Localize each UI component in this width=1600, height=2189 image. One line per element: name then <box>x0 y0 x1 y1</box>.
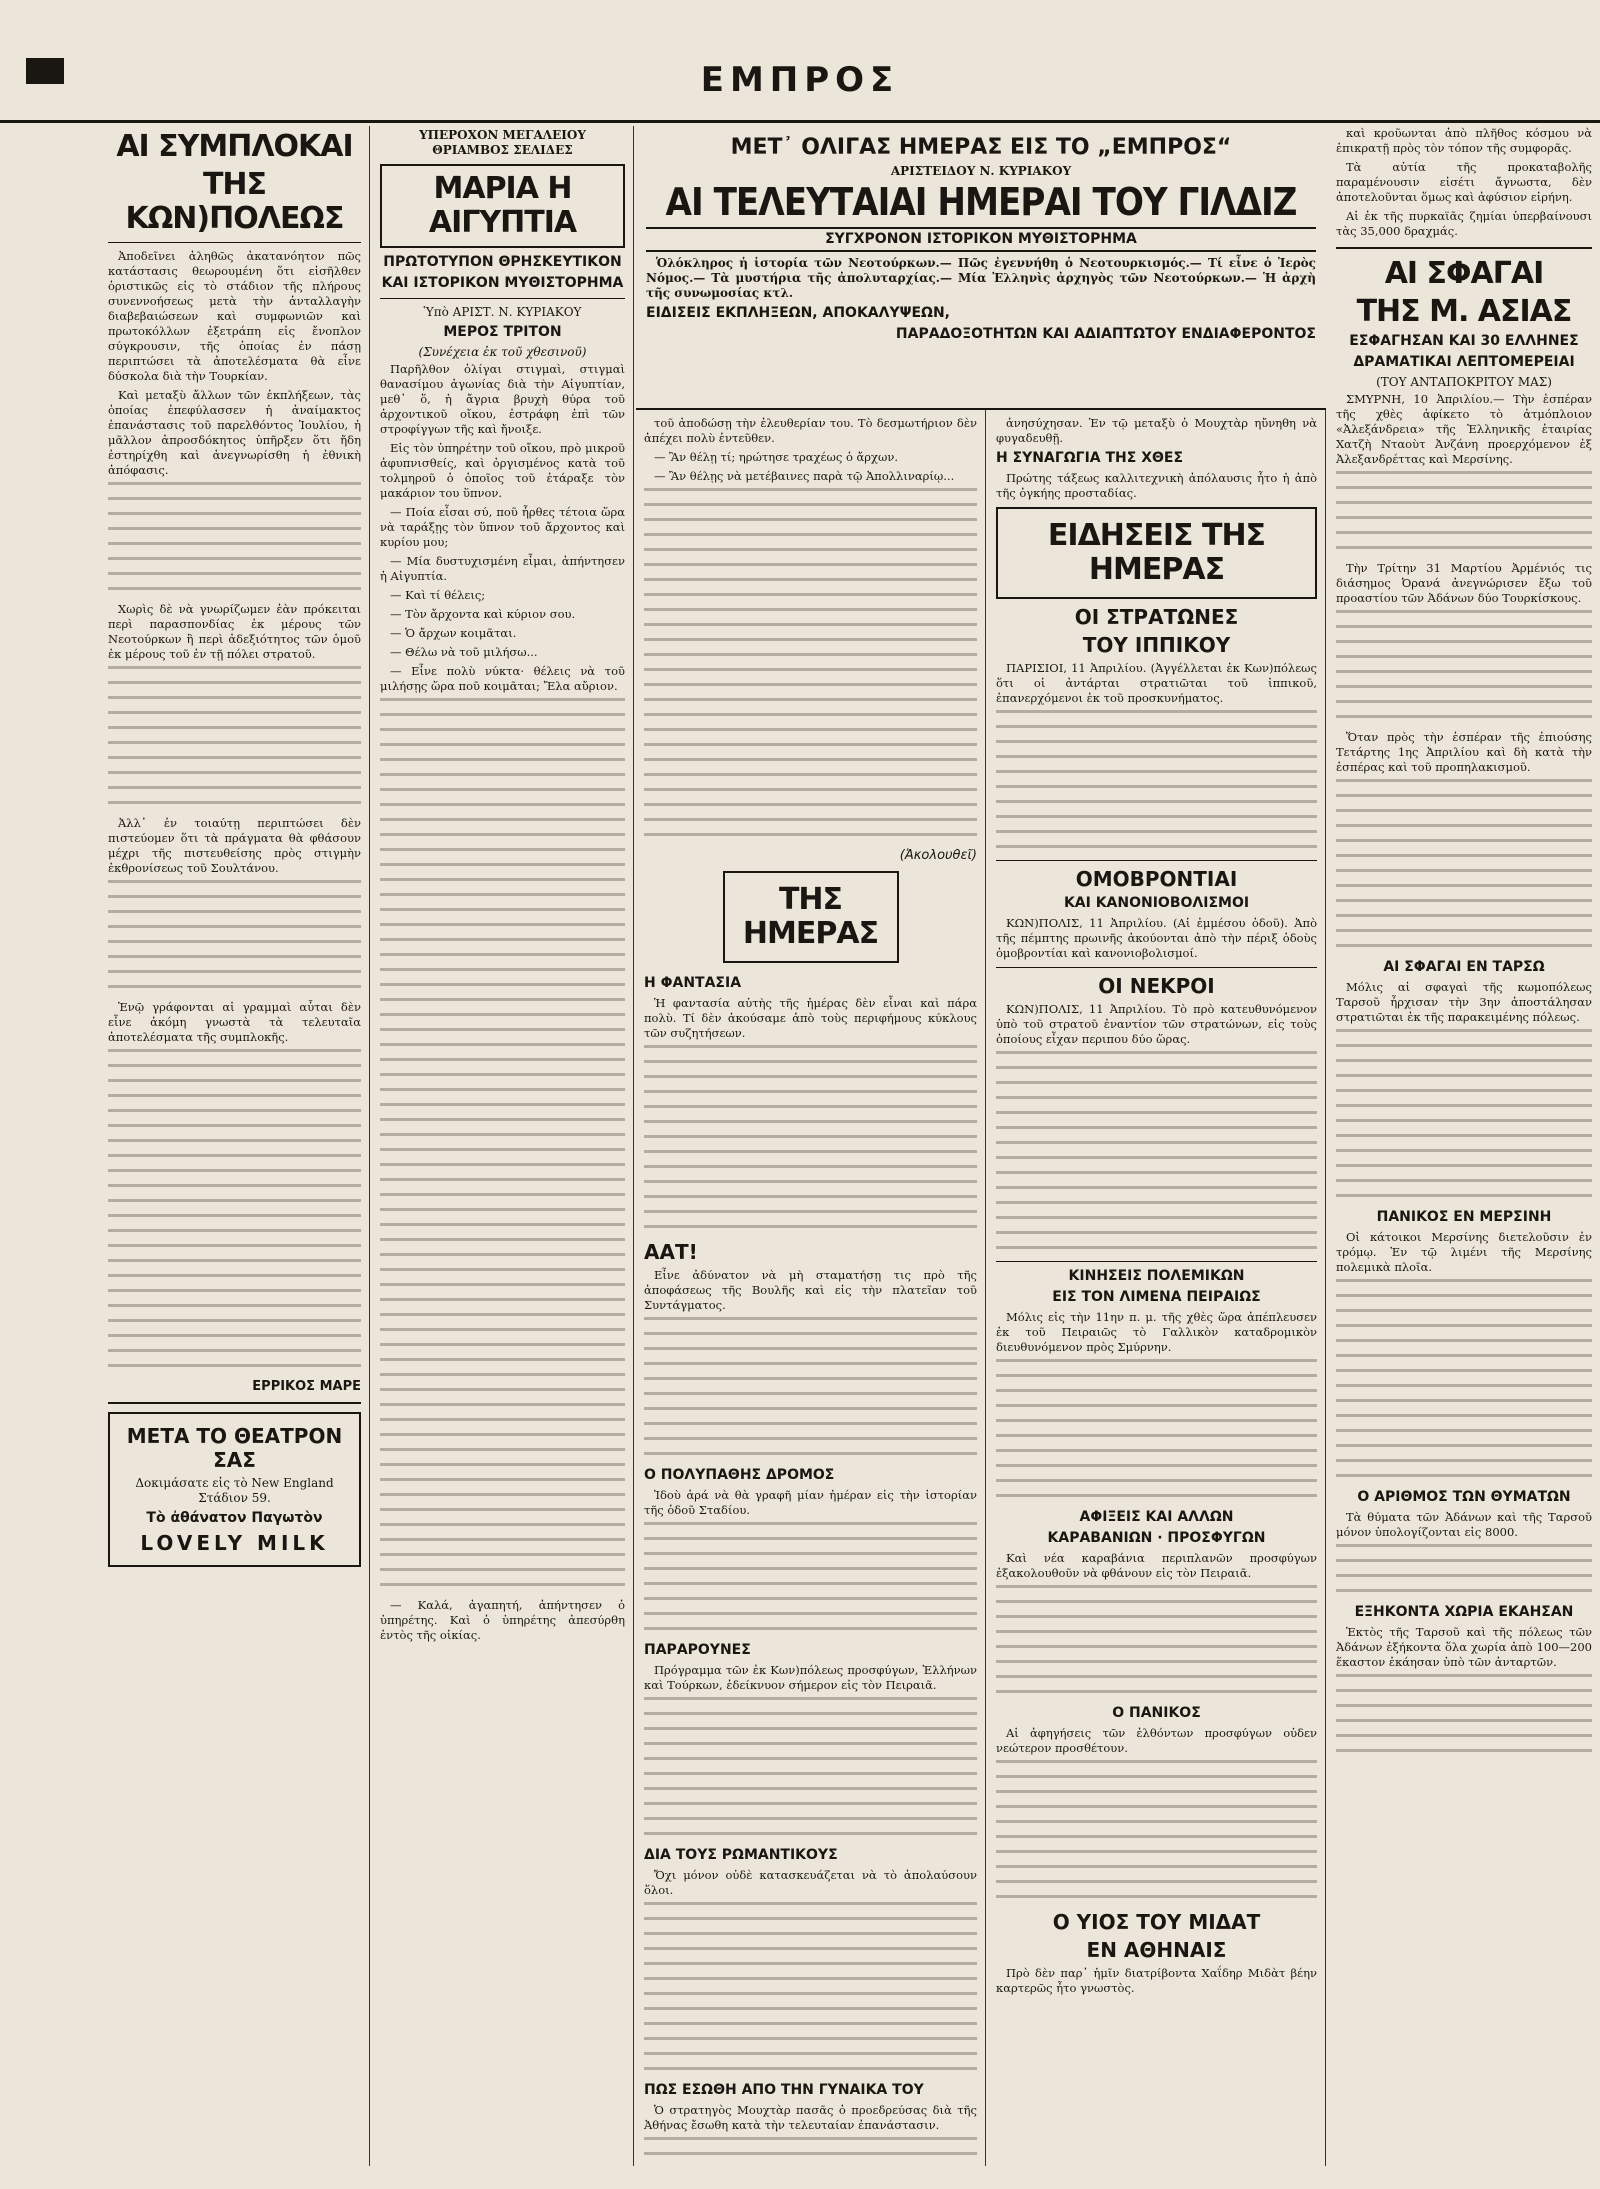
column-5 <box>1328 126 1600 2166</box>
serial-kicker: ΥΠΕΡΟΧΟΝ ΜΕΓΑΛΕΙΟΥ ΘΡΙΑΜΒΟΣ ΣΕΛΙΔΕΣ <box>419 128 586 157</box>
serial-paragraph: — Ἂν θέλῃ τί; ηρώτησε τραχέως ὁ ἄρχων. <box>654 450 899 464</box>
news-headline: Ο ΑΡΙΘΜΟΣ ΤΩΝ ΘΥΜΑΤΩΝ <box>1357 1489 1571 1505</box>
news-text: Καὶ νέα καραβάνια περιπλανῶν προσφύγων ἐξακολουθοῦν νὰ φθάνουν εἰς τὸν Πειραιᾶ. <box>996 1551 1317 1580</box>
serial-paragraph: — Εἶνε πολὺ νύκτα· θέλεις νὰ τοῦ μιλήσῃς ὥρα ποῦ κοιμᾶται; Ἔλα αὔριον. <box>380 664 625 693</box>
serial-paragraph: — Ἂν θέλῃς νὰ μετέβαινες παρὰ τῷ Ἀπολλιναρίῳ... <box>654 469 955 483</box>
news-headline: ΕΞΗΚΟΝΤΑ ΧΩΡΙΑ ΕΚΑΗΣΑΝ <box>1354 1604 1574 1620</box>
news-source: (ΤΟΥ ΑΝΤΑΠΟΚΡΙΤΟΥ ΜΑΣ) <box>1376 375 1552 389</box>
signature: ΕΡΡΙΚΟΣ ΜΑΡΕ <box>252 1379 361 1394</box>
news-headline: ΤΟΥ ΙΠΠΙΚΟΥ <box>1082 633 1231 657</box>
serial-part: ΜΕΡΟΣ ΤΡΙΤΟΝ <box>443 324 562 340</box>
serial-continued: (Συνέχεια ἐκ τοῦ χθεσινοῦ) <box>418 345 587 359</box>
item-title: ΑΑΤ! <box>644 1240 698 1264</box>
ad-text: Τὸ ἀθάνατον Παγωτὸν <box>146 1510 323 1526</box>
item-text: Ἡ φαντασία αὐτὴς τῆς ἡμέρας δὲν εἶναι καὶ πάρα πολὺ. Τί δὲν ἀκούσαμε ἀπὸ τοὺς περιφήμους κύκλους τῶν συζητήσεων. <box>644 996 977 1040</box>
serial-title: ΜΑΡΙΑ Η ΑΙΓΥΠΤΙΑ <box>428 171 577 240</box>
announce-contents: Ὁλόκληρος ἡ ἱστορία τῶν Νεοτούρκων.— Πῶς ἐγεννήθη ὁ Νεοτουρκισμός.— Τί εἶνε ὁ Ἱερὸς Νόμος.— Τὰ μυστήρια τῆς ἀπολυταρχίας.— Μία Ἑλληνὶς ἀρχηγὸς τῶν Νεοτούρκων.— Ἡ ἀρχὴ τῆς συνωμοσίας κτλ. <box>646 256 1316 300</box>
news-headline: Ο ΥΙΟΣ ΤΟΥ ΜΙΔΑΤ <box>1052 1910 1261 1934</box>
announce-subtitle: ΣΥΓΧΡΟΝΟΝ ΙΣΤΟΡΙΚΟΝ ΜΥΘΙΣΤΟΡΗΜΑ <box>646 227 1316 252</box>
serial-continued: (Ἀκολουθεῖ) <box>899 848 977 863</box>
headline-1: ΑΙ ΣΥΜΠΛΟΚΑΙ <box>116 129 353 164</box>
news-headline: ΟΙ ΣΤΡΑΤΩΝΕΣ <box>1074 605 1239 629</box>
news-section-title: ΕΙΔΗΣΕΙΣ ΤΗΣ ΗΜΕΡΑΣ <box>1047 518 1266 587</box>
news-text: Αἱ ἀφηγήσεις τῶν ἐλθόντων προσφύγων οὐδεν νεώτερον προσθέτουν. <box>996 1726 1317 1755</box>
section-title: ΤΗΣ ΗΜΕΡΑΣ <box>742 882 879 951</box>
announce-line: ΜΕΤ᾽ ΟΛΙΓΑΣ ΗΜΕΡΑΣ ΕΙΣ ΤΟ „ΕΜΠΡΟΣ“ <box>730 135 1232 160</box>
article-paragraph: καὶ κροῦωνται ἀπὸ πλῆθος κόσμου νὰ ἐπικρατῇ πρὸς τὸν τόπον τῆς συμφορᾶς. <box>1336 126 1592 155</box>
news-headline: ΟΜΟΒΡΟΝΤΙΑΙ <box>1075 867 1238 891</box>
news-text: Πρὸ δὲν παρ᾽ ἡμῖν διατρίβοντα Χαΐδηρ Μιδὰτ βέην καρτερῶς ἦτο γνωστὸς. <box>996 1966 1317 1995</box>
news-headline: ΑΙ ΣΦΑΓΑΙ ΕΝ ΤΑΡΣΩ <box>1383 959 1545 975</box>
news-subhead: ΕΣΦΑΓΗΣΑΝ ΚΑΙ 30 ΕΛΛΗΝΕΣ <box>1349 333 1579 349</box>
article-paragraph: Ἐνῷ γράφονται αἱ γραμμαὶ αὗται δὲν εἶνε ἀκόμη γνωστὰ τὰ τελευταῖα ἀποτελέσματα τῆς συμπλοκῆς. <box>108 1000 361 1044</box>
serial-author: Ὑπὸ ΑΡΙΣΤ. Ν. ΚΥΡΙΑΚΟΥ <box>423 305 582 319</box>
item-title: ΔΙΑ ΤΟΥΣ ΡΩΜΑΝΤΙΚΟΥΣ <box>644 1847 838 1863</box>
news-headline: ΑΙ ΣΦΑΓΑΙ <box>1384 256 1544 291</box>
serial-paragraph: Παρῆλθον ὀλίγαι στιγμαὶ, στιγμαὶ θανασίμου ἀγωνίας διὰ τὴν Αἰγυπτίαν, μεθ᾽ ὅ, ἡ ἄγρια βρυχὴ θύρα τοῦ ἀρχοντικοῦ οἴκου, ἐστράφη ἐπὶ τῶν στροφίγγων τῆς καὶ ἤνοιξε. <box>380 362 625 436</box>
article-paragraph: Χωρὶς δὲ νὰ γνωρίζωμεν ἐὰν πρόκειται περὶ παρασπονδίας ἐκ μέρους τῶν Νεοτούρκων ἢ περὶ ἀδεξιότητος τῶν ὁμοῦ ἐκ μέρους τοῦ ἐν τῇ πόλει στρατοῦ. <box>108 602 361 661</box>
columns <box>100 126 1600 2176</box>
news-text: ΚΩΝ)ΠΟΛΙΣ, 11 Ἀπριλίου. Τὸ πρὸ κατευθυνόμενον ὑπὸ τοῦ στρατοῦ ἐναντίον τῶν στρατώνων, εἰς τοὺς ὁποίους εἶχαν περιπου δύο ὥρας. <box>996 1002 1317 1046</box>
news-headline: ΚΙΝΗΣΕΙΣ ΠΟΛΕΜΙΚΩΝ <box>1068 1268 1245 1284</box>
serial-paragraph: — Καλά, ἀγαπητή, ἀπήντησεν ὁ ὑπηρέτης. Καὶ ὁ ὑπηρέτης ἀπεσύρθη ἐντὸς τῆς οἰκίας. <box>380 1598 625 1642</box>
column-3 <box>636 126 986 2166</box>
news-text: ΣΜΥΡΝΗ, 10 Ἀπριλίου.— Τὴν ἑσπέραν τῆς χθὲς ἀφίκετο τὸ ἀτμόπλοιον «Ἀλεξάνδρεια» τῆς Ἑλληνικῆς ἑταιρίας Χατζὴ Νταοὺτ Ἀνζάνη προερχόμενον ἐξ Ἀλεξανδρέττας καὶ Μερσίνης. <box>1336 392 1592 466</box>
item-text: Πρόγραμμα τῶν ἐκ Κων)πόλεως προσφύγων, Ἑλλήνων καὶ Τούρκων, ἐδείκνυον σήμερον εἰς τὸν Πειραιᾶ. <box>644 1663 977 1692</box>
news-text: Μόλις εἰς τὴν 11ην π. μ. τῆς χθὲς ὥρα ἀπέπλευσεν ἐκ τοῦ Πειραιῶς τὸ Γαλλικὸν καταδρομικὸν διευθυνόμενον πρὸς Σμύρνην. <box>996 1310 1317 1354</box>
article-paragraph: Ἀποδεῖνει ἀληθῶς ἀκατανόητον πῶς κατάστασις θεωρουμένη ὅτι εἰσῆλθεν ὁριστικῶς εἰς τὸ στάδιον τῆς πλήρους συνεννοήσεως μετὰ τὴν ἀνταλλαγὴν διαβεβαιώσεων καὶ συμφωνιῶν καὶ πρωτοκόλλων ἐξετράπη εἰς ἔνοπλον σύγκρουσιν, τῆς ὁποίας ἐν πάσῃ περιπτώσει τὰ ἀποτελέσματα θὰ εἶνε δύσκολα διὰ τὴν Τουρκίαν. <box>108 249 361 383</box>
announce-line: ΕΙΔΙΣΕΙΣ ΕΚΠΛΗΞΕΩΝ, ΑΠΟΚΑΛΥΨΕΩΝ, <box>646 305 950 321</box>
masthead-title: ΕΜΠΡΟΣ <box>700 60 900 100</box>
article-paragraph: ἀνησύχησαν. Ἐν τῷ μεταξὺ ὁ Μουχτὰρ ηὔνηθη νὰ φυγαδευθῇ. <box>996 416 1317 445</box>
announce-author: ΑΡΙΣΤΕΙΔΟΥ Ν. ΚΥΡΙΑΚΟΥ <box>890 164 1072 178</box>
news-text: Οἱ κάτοικοι Μερσίνης διετελοῦσιν ἐν τρόμῳ. Ἐν τῷ λιμένι τῆς Μερσίνης πολεμικὰ πλοῖα. <box>1336 1230 1592 1274</box>
news-headline: ΕΙΣ ΤΟΝ ΛΙΜΕΝΑ ΠΕΙΡΑΙΩΣ <box>1052 1289 1261 1305</box>
headline-1b: ΤΗΣ ΚΩΝ)ΠΟΛΕΩΣ <box>125 167 344 236</box>
news-headline: ΚΑΡΑΒΑΝΙΩΝ · ΠΡΟΣΦΥΓΩΝ <box>1047 1530 1266 1546</box>
serial-announcement <box>636 126 1326 410</box>
item-title: Η ΣΥΝΑΓΩΓΙΑ ΤΗΣ ΧΘΕΣ <box>996 450 1184 466</box>
article-paragraph: Καὶ μεταξὺ ἄλλων τῶν ἐκπλήξεων, τὰς ὁποίας ἐπεφύλασσεν ἡ ἀναίμακτος ἐπανάστασις τοῦ παρελθόντος Ἰουλίου, ἡ μᾶλλον ἀπροσδόκητος ὑπῆρξεν ὅτι ἤδη ἐστηρίχθη καὶ ἀνεγνωρίσθη ἡ ἐθνικὴ ἀπόφασις. <box>108 388 361 477</box>
serial-subtitle: ΠΡΩΤΟΤΥΠΟΝ ΘΡΗΣΚΕΥΤΙΚΟΝ <box>383 254 622 270</box>
news-headline: ΑΦΙΞΕΙΣ ΚΑΙ ΑΛΛΩΝ <box>1079 1509 1234 1525</box>
article-paragraph: Ἀλλ᾽ ἐν τοιαύτῃ περιπτώσει δὲν πιστεύομεν ὅτι τὰ πράγματα θὰ φθάσουν μέχρι τῆς πιστευθείσης πρὸς στιγμὴν ἐκθρονίσεως τοῦ Σουλτάνου. <box>108 816 361 875</box>
item-title: ΠΩΣ ΕΣΩΘΗ ΑΠΟ ΤΗΝ ΓΥΝΑΙΚΑ ΤΟΥ <box>644 2082 924 2098</box>
serial-paragraph: — Θέλω νὰ τοῦ μιλήσω... <box>390 645 538 659</box>
item-text: Πρώτης τάξεως καλλιτεχνικὴ ἀπόλαυσις ἦτο ἡ ἀπὸ τῆς ὀγκήης προσταδίας. <box>996 471 1317 500</box>
ad-text: Δοκιμάσατε εἰς τὸ New England Στάδιον 59. <box>135 1476 334 1505</box>
article-paragraph: Τὰ αὐτία τῆς προκαταβολῆς παραμένουσιν εἰσέτι ἄγνωστα, δὲν ἀποτελοῦνται ὅμως καὶ ἀφύσιον εἰρήνη. <box>1336 160 1592 204</box>
item-text: Ὁ στρατηγὸς Μουχτὰρ πασᾶς ὁ προεδρεύσας διὰ τῆς Ἀθήνας ἔσωθη κατὰ τὴν τελευταίαν ἐπανάστασιν. <box>644 2103 977 2132</box>
news-text: ΚΩΝ)ΠΟΛΙΣ, 11 Ἀπριλίου. (Αἱ ἐμμέσου ὁδοῦ). Ἀπὸ τῆς πέμπτης πρωινῆς ἀκούονται ἀπὸ τὴν πέριξ ὁδοὺς ὁμοβροντίαι καὶ κανονιοβολισμοί. <box>996 916 1317 960</box>
serial-paragraph: — Ποία εἶσαι σύ, ποῦ ἦρθες τέτοια ὥρα νὰ ταράξῃς τὸν ὕπνον τοῦ ἄρχοντος καὶ κυρίου μου; <box>380 505 625 549</box>
serial-paragraph: — Καὶ τί θέλεις; <box>390 588 486 602</box>
news-text: Μόλις αἱ σφαγαὶ τῆς κωμοπόλεως Ταρσοῦ ἦρχισαν τὴν 3ην ἀποστάλησαν στρατιῶται ἐκ τῆς παρακειμένης πόλεως. <box>1336 980 1592 1024</box>
serial-paragraph: — Ὁ ἄρχων κοιμᾶται. <box>390 626 517 640</box>
serial-paragraph: — Μία δυστυχισμένη εἶμαι, ἀπήντησεν ἡ Αἰγυπτία. <box>380 554 625 583</box>
advertisement <box>108 1412 361 1567</box>
announce-title: ΑΙ ΤΕΛΕΥΤΑΙΑΙ ΗΜΕΡΑΙ ΤΟΥ ΓΙΛΔΙΖ <box>665 180 1297 224</box>
serial-paragraph: — Τὸν ἄρχοντα καὶ κύριον σου. <box>390 607 576 621</box>
news-text: Ὅταν πρὸς τὴν ἑσπέραν τῆς ἐπιούσης Τετάρτης 1ης Ἀπριλίου καὶ δὴ κατὰ τὴν ἐσπέρας καὶ τοῦ προπηλακισμοῦ. <box>1336 730 1592 774</box>
masthead <box>0 0 1600 123</box>
news-text: Τὰ θύματα τῶν Ἀδάνων καὶ τῆς Ταρσοῦ μόνον ὑπολογίζονται εἰς 8000. <box>1336 1510 1592 1539</box>
news-text: ΠΑΡΙΣΙΟΙ, 11 Ἀπριλίου. (Ἀγγέλλεται ἐκ Κων)πόλεως ὅτι οἱ ἀντάρται στρατιῶται τοῦ ἱππικοῦ, ἐπανερχόμενοι ἐκ τοῦ προσκυνήματος. <box>996 661 1317 705</box>
ad-brand: LOVELY MILK <box>140 1531 329 1555</box>
news-text: Τὴν Τρίτην 31 Μαρτίου Ἀρμένιός τις διάσημος Ὀρανά ἀνεγνώρισεν ἔξω τοῦ προαστίου τῶν Ἀδάνων δύο Τουρκίσκους. <box>1336 561 1592 605</box>
item-text: Εἶνε ἀδύνατον νὰ μὴ σταματήσῃ τις πρὸ τῆς ἀποφάσεως τῆς Βουλῆς καὶ εἰς τὴν πλατεῖαν τοῦ Συντάγματος. <box>644 1268 977 1312</box>
news-subhead: ΚΑΙ ΚΑΝΟΝΙΟΒΟΛΙΣΜΟΙ <box>1063 895 1250 911</box>
item-text: Ὄχι μόνον οὐδὲ κατασκευάζεται νὰ τὸ ἀπολαύσουν ὅλοι. <box>644 1868 977 1897</box>
news-subhead: ΔΡΑΜΑΤΙΚΑΙ ΛΕΠΤΟΜΕΡΕΙΑΙ <box>1353 354 1575 370</box>
news-headline: ΟΙ ΝΕΚΡΟΙ <box>1098 974 1215 998</box>
article-paragraph: Αἱ ἐκ τῆς πυρκαϊᾶς ζημίαι ὑπερβαίνουσι τὰς 35,000 δραχμάς. <box>1336 209 1592 238</box>
news-headline: ΤΗΣ Μ. ΑΣΙΑΣ <box>1356 294 1572 329</box>
serial-paragraph: τοῦ ἀποδώσῃ τὴν ἐλευθερίαν του. Τὸ δεσμωτήριον δὲν ἀπέχει πολὺ ἐντεῦθεν. <box>644 416 977 445</box>
item-text: Ἰδοὺ ἀρά νὰ θὰ γραφῆ μίαν ἡμέραν εἰς τὴν ἱστορίαν τῆς ὁδοῦ Σταδίου. <box>644 1488 977 1517</box>
serial-subtitle: ΚΑΙ ΙΣΤΟΡΙΚΟΝ ΜΥΘΙΣΤΟΡΗΜΑ <box>381 275 624 291</box>
column-1 <box>100 126 370 2166</box>
column-4 <box>988 126 1326 2166</box>
serial-paragraph: Εἰς τὸν ὑπηρέτην τοῦ οἴκου, πρὸ μικροῦ ἀφυπνισθείς, καὶ ὀργισμένος κατὰ τοῦ τολμηροῦ ὁ ὁποῖος τοῦ ἐτάραξε τὸν μακάριον του ὕπνον. <box>380 441 625 500</box>
column-2 <box>372 126 634 2166</box>
announce-line: ΠΑΡΑΔΟΞΟΤΗΤΩΝ ΚΑΙ ΑΔΙΑΠΤΩΤΟΥ ΕΝΔΙΑΦΕΡΟΝΤΟΣ <box>895 326 1316 342</box>
news-headline: ΠΑΝΙΚΟΣ ΕΝ ΜΕΡΣΙΝΗ <box>1376 1209 1552 1225</box>
item-title: ΠΑΡΑΡΟΥΝΕΣ <box>644 1642 751 1658</box>
news-headline: Ο ΠΑΝΙΚΟΣ <box>1112 1705 1201 1721</box>
news-text: Ἐκτὸς τῆς Ταρσοῦ καὶ τῆς πόλεως τῶν Ἀδάνων ἐξήκοντα ὅλα χωρία ἀπὸ 100—200 ἕκαστον ἐκάησαν ὑπὸ τῶν ἀνταρτῶν. <box>1336 1625 1592 1669</box>
item-title: Ο ΠΟΛΥΠΑΘΗΣ ΔΡΟΜΟΣ <box>644 1467 835 1483</box>
ad-headline: ΜΕΤΑ ΤΟ ΘΕΑΤΡΟΝ ΣΑΣ <box>126 1424 343 1472</box>
item-title: Η ΦΑΝΤΑΣΙΑ <box>644 975 742 991</box>
news-headline: ΕΝ ΑΘΗΝΑΙΣ <box>1086 1938 1227 1962</box>
